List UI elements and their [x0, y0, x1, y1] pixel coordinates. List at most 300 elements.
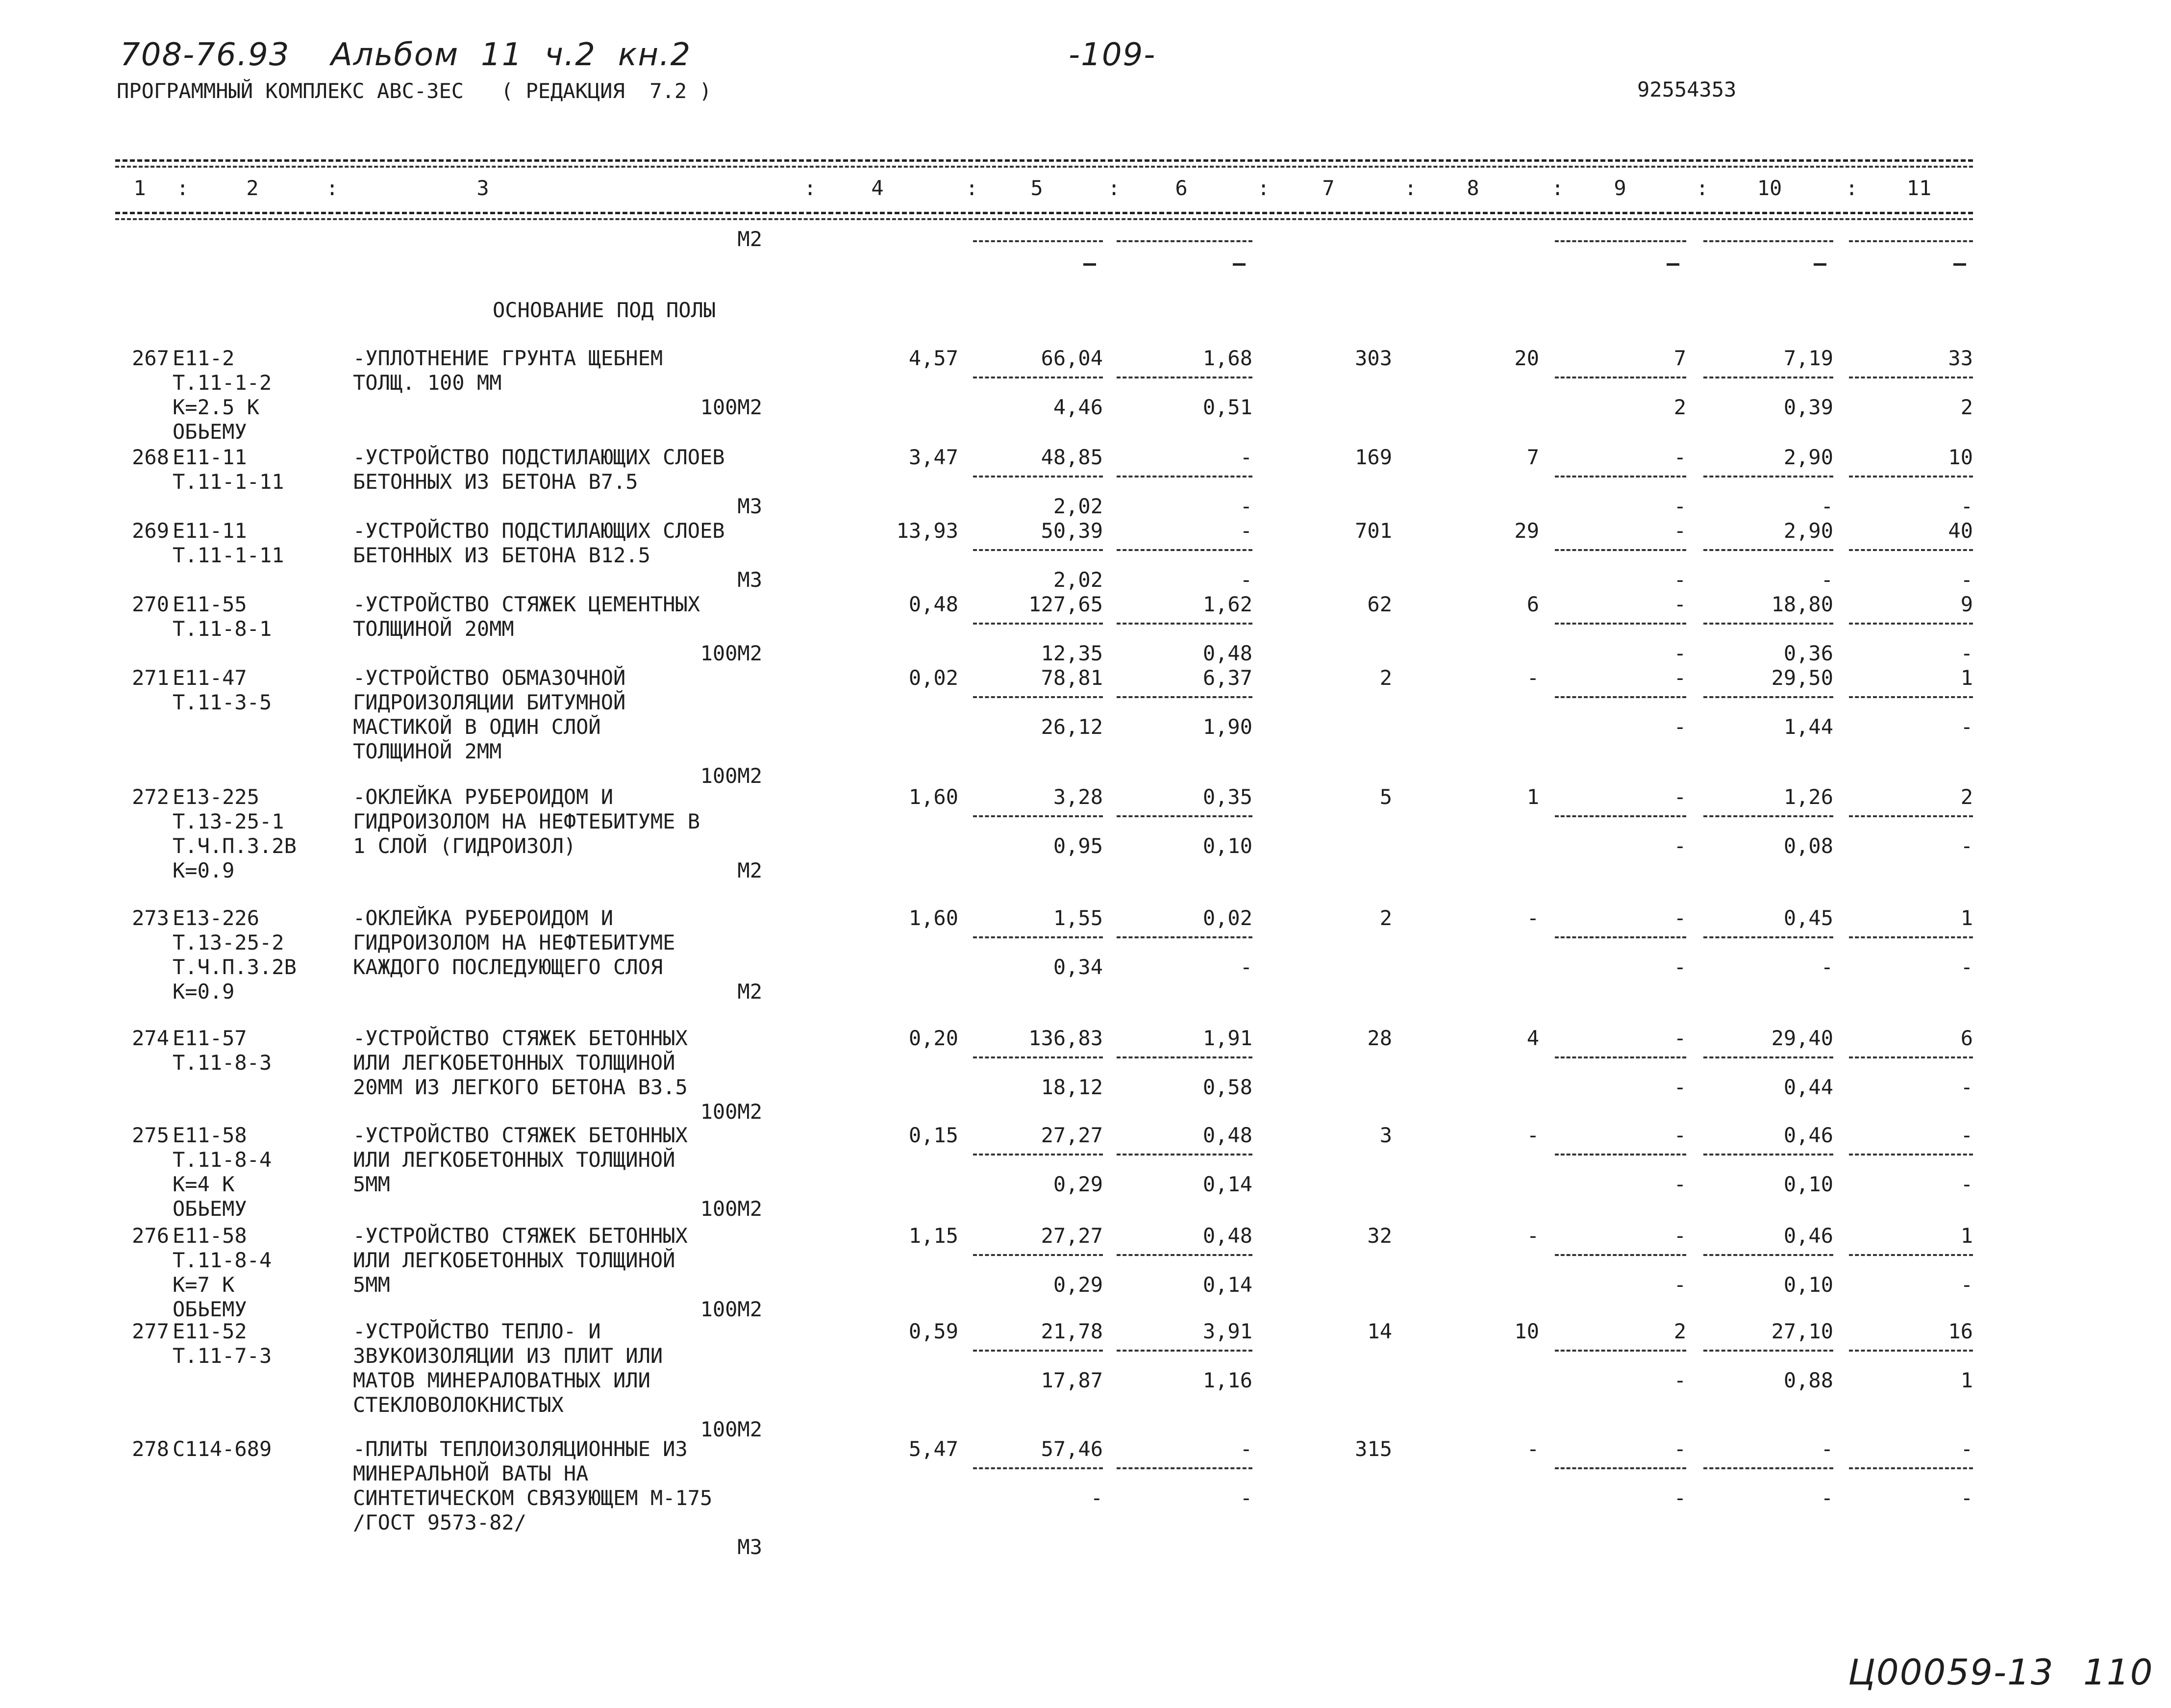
subtotal-rule [1703, 696, 1833, 698]
c5-sub-value: 2,02 [1053, 568, 1103, 592]
c5-value: 27,27 [1041, 1224, 1103, 1248]
norm-code: Е11-11 [173, 445, 247, 469]
work-description: КАЖДОГО ПОСЛЕДУЮЩЕГО СЛОЯ [353, 955, 663, 979]
c9-sub-value: - [1673, 568, 1686, 592]
norm-code: Т.11-1-2 [173, 371, 272, 395]
subtotal-rule [1849, 1056, 1973, 1058]
subtotal-rule [1117, 936, 1252, 938]
c9-value: - [1673, 1437, 1686, 1461]
c6-value: 1,68 [1202, 346, 1252, 370]
c9-sub-value: - [1673, 494, 1686, 518]
wages-total-value: 20 [1514, 346, 1539, 370]
subtotal-rule [1117, 476, 1252, 477]
row-number: 273 [132, 906, 169, 930]
quantity-value: 0,48 [908, 592, 958, 616]
measure-unit: М2 [737, 858, 762, 882]
quantity-value: 4,57 [908, 346, 958, 370]
c11-sub-value: - [1960, 1075, 1973, 1099]
norm-code: К=0.9 [173, 858, 235, 882]
c11-sub-value: - [1960, 641, 1973, 665]
c6-sub-value: 0,51 [1202, 395, 1252, 419]
norm-code: Т.11-8-4 [173, 1248, 272, 1272]
norm-code: ОБЬЕМУ [173, 1297, 247, 1321]
subtotal-rule [1849, 1254, 1973, 1256]
c11-value: 2 [1960, 785, 1973, 809]
c10-sub-value: - [1821, 955, 1833, 979]
c10-value: 2,90 [1783, 445, 1833, 469]
subtotal-rule [1849, 936, 1973, 938]
subtotal-rule [1703, 936, 1833, 938]
subtotal-rule [1555, 1154, 1686, 1155]
subtotal-rule [1555, 1350, 1686, 1352]
measure-unit: М2 [737, 980, 762, 1004]
c11-value: 6 [1960, 1026, 1973, 1050]
work-description: БЕТОННЫХ ИЗ БЕТОНА В7.5 [353, 470, 638, 494]
handwritten-page-number: -109- [1069, 37, 1156, 73]
c6-sub-value: - [1240, 494, 1252, 518]
c6-sub-value: 0,48 [1202, 641, 1252, 665]
c9-value: - [1673, 666, 1686, 690]
column-header-6: 6 [1175, 176, 1188, 200]
c9-value: - [1673, 445, 1686, 469]
c5-sub-value: 4,46 [1053, 395, 1103, 419]
c5-value: 66,04 [1041, 346, 1103, 370]
wages-total-value: - [1526, 1437, 1539, 1461]
c10-value: 2,90 [1783, 519, 1833, 543]
total-cost-value: 3 [1379, 1123, 1392, 1147]
c11-value: 33 [1948, 346, 1973, 370]
subtotal-rule [973, 1467, 1103, 1469]
c6-value: - [1240, 519, 1252, 543]
c9-value: - [1673, 519, 1686, 543]
column-separator: : [1846, 176, 1858, 200]
column-separator: : [326, 176, 339, 200]
column-header-8: 8 [1467, 176, 1479, 200]
c5-value: 1,55 [1053, 906, 1103, 930]
subtotal-rule [1555, 549, 1686, 551]
work-description: -УСТРОЙСТВО ПОДСТИЛАЮЩИХ СЛОЕВ [353, 445, 725, 469]
row-number: 278 [132, 1437, 169, 1461]
c9-sub-value: - [1673, 641, 1686, 665]
c10-value: 7,19 [1783, 346, 1833, 370]
c6-value: 0,48 [1202, 1224, 1252, 1248]
total-cost-value: 2 [1379, 906, 1392, 930]
column-separator: : [1696, 176, 1709, 200]
c9-sub-value: - [1673, 1273, 1686, 1297]
subtotal-rule [973, 476, 1103, 477]
c10-value: 27,10 [1771, 1319, 1833, 1343]
work-description: -ОКЛЕЙКА РУБЕРОИДОМ И [353, 906, 614, 930]
c5-sub-value: 0,95 [1053, 834, 1103, 858]
total-cost-value: 62 [1367, 592, 1392, 616]
work-description: МИНЕРАЛЬНОЙ ВАТЫ НА [353, 1461, 589, 1485]
quantity-value: 1,60 [908, 906, 958, 930]
c5-value: 27,27 [1041, 1123, 1103, 1147]
wages-total-value: 6 [1526, 592, 1539, 616]
norm-code: Т.11-8-3 [173, 1051, 272, 1075]
wages-total-value: - [1526, 906, 1539, 930]
row-number: 267 [132, 346, 169, 370]
subtotal-rule [1849, 1350, 1973, 1352]
c10-value: 18,80 [1771, 592, 1833, 616]
row-number: 269 [132, 519, 169, 543]
row-number: 271 [132, 666, 169, 690]
norm-code: Т.Ч.П.3.2В [173, 955, 297, 979]
work-description: -УПЛОТНЕНИЕ ГРУНТА ЩЕБНЕМ [353, 346, 663, 370]
subtotal-rule [1117, 1154, 1252, 1155]
column-header-10: 10 [1757, 176, 1782, 200]
c9-value: - [1673, 785, 1686, 809]
column-header-1: 1 [133, 176, 146, 200]
wages-total-value: 1 [1526, 785, 1539, 809]
c6-value: 0,48 [1202, 1123, 1252, 1147]
work-description: -УСТРОЙСТВО СТЯЖЕК ЦЕМЕНТНЫХ [353, 592, 700, 616]
subtotal-rule [1703, 476, 1833, 477]
subtotal-rule [1849, 623, 1973, 625]
dash-mark [1667, 263, 1679, 266]
c6-sub-value: - [1240, 955, 1252, 979]
table-top-rule [115, 159, 1973, 162]
c6-sub-value: 0,58 [1202, 1075, 1252, 1099]
c10-value: - [1821, 1437, 1833, 1461]
subtotal-rule [1703, 549, 1833, 551]
norm-code: Т.Ч.П.3.2В [173, 834, 297, 858]
norm-code: Е11-58 [173, 1224, 247, 1248]
total-cost-value: 32 [1367, 1224, 1392, 1248]
c11-value: 40 [1948, 519, 1973, 543]
column-header-7: 7 [1322, 176, 1335, 200]
measure-unit: М3 [737, 1535, 762, 1559]
norm-code: Т.11-1-11 [173, 543, 284, 567]
c11-sub-value: - [1960, 715, 1973, 739]
quantity-value: 1,15 [908, 1224, 958, 1248]
work-description: -УСТРОЙСТВО СТЯЖЕК БЕТОННЫХ [353, 1026, 688, 1050]
subtotal-rule [1703, 1254, 1833, 1256]
column-separator: : [1404, 176, 1417, 200]
c11-sub-value: - [1960, 1486, 1973, 1510]
column-separator: : [966, 176, 978, 200]
subtotal-rule [1555, 377, 1686, 378]
total-cost-value: 315 [1355, 1437, 1392, 1461]
total-cost-value: 28 [1367, 1026, 1392, 1050]
c5-sub-value: - [1090, 1486, 1103, 1510]
c11-value: - [1960, 1123, 1973, 1147]
row-number: 272 [132, 785, 169, 809]
row-number: 274 [132, 1026, 169, 1050]
column-separator: : [804, 176, 817, 200]
work-description: ГИДРОИЗОЛЯЦИИ БИТУМНОЙ [353, 690, 626, 714]
c5-value: 3,28 [1053, 785, 1103, 809]
work-description: 1 СЛОЙ (ГИДРОИЗОЛ) [353, 834, 576, 858]
c6-sub-value: - [1240, 568, 1252, 592]
wages-total-value: - [1526, 1224, 1539, 1248]
c6-sub-value: 1,90 [1202, 715, 1252, 739]
c11-sub-value: - [1960, 955, 1973, 979]
wages-total-value: - [1526, 1123, 1539, 1147]
c6-value: 0,35 [1202, 785, 1252, 809]
c5-value: 78,81 [1041, 666, 1103, 690]
subtotal-rule [973, 696, 1103, 698]
work-description: ИЛИ ЛЕГКОБЕТОННЫХ ТОЛЩИНОЙ [353, 1051, 675, 1075]
c11-sub-value: - [1960, 494, 1973, 518]
subtotal-rule [1849, 696, 1973, 698]
norm-code: Е11-11 [173, 519, 247, 543]
norm-code: ОБЬЕМУ [173, 420, 247, 444]
measure-unit: 100М2 [700, 1417, 762, 1441]
subtotal-rule [973, 936, 1103, 938]
c9-sub-value: - [1673, 715, 1686, 739]
work-description: -ОКЛЕЙКА РУБЕРОИДОМ И [353, 785, 614, 809]
subtotal-rule [1703, 1467, 1833, 1469]
work-description: /ГОСТ 9573-82/ [353, 1510, 527, 1534]
subtotal-rule [973, 240, 1103, 242]
work-description: ИЛИ ЛЕГКОБЕТОННЫХ ТОЛЩИНОЙ [353, 1148, 675, 1172]
column-header-11: 11 [1906, 176, 1932, 200]
subtotal-rule [973, 1350, 1103, 1352]
subtotal-rule [973, 1254, 1103, 1256]
norm-code: Е11-2 [173, 346, 235, 370]
c11-sub-value: - [1960, 834, 1973, 858]
subtotal-rule [1117, 815, 1252, 817]
subtotal-rule [1703, 1350, 1833, 1352]
c10-sub-value: 0,10 [1783, 1273, 1833, 1297]
work-description: МАСТИКОЙ В ОДИН СЛОЙ [353, 715, 601, 739]
work-description: -УСТРОЙСТВО ПОДСТИЛАЮЩИХ СЛОЕВ [353, 519, 725, 543]
wages-total-value: 7 [1526, 445, 1539, 469]
c6-value: 1,62 [1202, 592, 1252, 616]
subtotal-rule [1117, 1254, 1252, 1256]
handwritten-album: Альбом 11 ч.2 кн.2 [331, 37, 692, 73]
work-description: МАТОВ МИНЕРАЛОВАТНЫХ ИЛИ [353, 1368, 650, 1392]
c9-sub-value: 2 [1673, 395, 1686, 419]
total-cost-value: 169 [1355, 445, 1392, 469]
subtotal-rule [1849, 1154, 1973, 1155]
c6-value: 6,37 [1202, 666, 1252, 690]
dash-mark [1953, 263, 1966, 266]
work-description: 5ММ [353, 1273, 390, 1297]
subtotal-rule [1703, 240, 1833, 242]
subtotal-rule [1849, 240, 1973, 242]
c6-sub-value: 1,16 [1202, 1368, 1252, 1392]
c9-value: - [1673, 1224, 1686, 1248]
column-header-3: 3 [476, 176, 489, 200]
subtotal-rule [1555, 476, 1686, 477]
measure-unit: 100М2 [700, 1100, 762, 1124]
subtotal-rule [1849, 476, 1973, 477]
work-description: БЕТОННЫХ ИЗ БЕТОНА В12.5 [353, 543, 650, 567]
c10-value: 0,46 [1783, 1123, 1833, 1147]
c9-value: 2 [1673, 1319, 1686, 1343]
measure-unit: 100М2 [700, 641, 762, 665]
work-description: ГИДРОИЗОЛОМ НА НЕФТЕБИТУМЕ В [353, 809, 700, 833]
subtotal-rule [1703, 815, 1833, 817]
subtotal-rule [973, 623, 1103, 625]
subtotal-rule [973, 1154, 1103, 1155]
c5-value: 21,78 [1041, 1319, 1103, 1343]
subtotal-rule [1117, 696, 1252, 698]
c11-value: 1 [1960, 666, 1973, 690]
c10-sub-value: 0,08 [1783, 834, 1833, 858]
subtotal-rule [1555, 936, 1686, 938]
program-caption: ПРОГРАММНЫЙ КОМПЛЕКС АВС-ЗЕС ( РЕДАКЦИЯ 7.2 ) [117, 79, 712, 103]
c9-sub-value: - [1673, 1075, 1686, 1099]
c9-value: - [1673, 906, 1686, 930]
norm-code: С114-689 [173, 1437, 272, 1461]
norm-code: Т.13-25-2 [173, 930, 284, 954]
c6-sub-value: 0,14 [1202, 1172, 1252, 1196]
subtotal-rule [1703, 1154, 1833, 1155]
norm-code: К=0.9 [173, 980, 235, 1004]
total-cost-value: 2 [1379, 666, 1392, 690]
norm-code: Т.11-3-5 [173, 690, 272, 714]
norm-code: К=4 К [173, 1172, 235, 1196]
norm-code: К=7 К [173, 1273, 235, 1297]
c9-value: - [1673, 1123, 1686, 1147]
c5-sub-value: 17,87 [1041, 1368, 1103, 1392]
row-number: 268 [132, 445, 169, 469]
subtotal-rule [1117, 240, 1252, 242]
column-separator: : [1551, 176, 1564, 200]
quantity-value: 5,47 [908, 1437, 958, 1461]
subtotal-rule [1555, 1467, 1686, 1469]
work-description: -ПЛИТЫ ТЕПЛОИЗОЛЯЦИОННЫЕ ИЗ [353, 1437, 688, 1461]
c5-value: 127,65 [1028, 592, 1103, 616]
c10-value: 0,45 [1783, 906, 1833, 930]
work-description: -УСТРОЙСТВО СТЯЖЕК БЕТОННЫХ [353, 1224, 688, 1248]
column-separator: : [176, 176, 189, 200]
subtotal-rule [1555, 623, 1686, 625]
work-description: 5ММ [353, 1172, 390, 1196]
row-number: 275 [132, 1123, 169, 1147]
subtotal-rule [973, 815, 1103, 817]
c11-sub-value: - [1960, 568, 1973, 592]
subtotal-rule [1117, 1467, 1252, 1469]
norm-code: Т.11-8-1 [173, 617, 272, 641]
measure-unit: М3 [737, 494, 762, 518]
work-description: ИЛИ ЛЕГКОБЕТОННЫХ ТОЛЩИНОЙ [353, 1248, 675, 1272]
subtotal-rule [1117, 549, 1252, 551]
row-number: 270 [132, 592, 169, 616]
norm-code: Е11-55 [173, 592, 247, 616]
subtotal-rule [1555, 1254, 1686, 1256]
quantity-value: 0,15 [908, 1123, 958, 1147]
row-number: 276 [132, 1224, 169, 1248]
work-description: СТЕКЛОВОЛОКНИСТЫХ [353, 1393, 564, 1417]
subtotal-rule [973, 549, 1103, 551]
c9-value: - [1673, 592, 1686, 616]
c5-sub-value: 0,29 [1053, 1172, 1103, 1196]
c11-value: 16 [1948, 1319, 1973, 1343]
norm-code: Е11-58 [173, 1123, 247, 1147]
measure-unit: 100М2 [700, 764, 762, 788]
norm-code: К=2.5 К [173, 395, 260, 419]
table-header-rule [115, 212, 1973, 214]
subtotal-rule [1703, 1056, 1833, 1058]
quantity-value: 0,02 [908, 666, 958, 690]
c6-value: 1,91 [1202, 1026, 1252, 1050]
c5-value: 48,85 [1041, 445, 1103, 469]
work-description: ГИДРОИЗОЛОМ НА НЕФТЕБИТУМЕ [353, 930, 675, 954]
column-header-5: 5 [1030, 176, 1043, 200]
subtotal-rule [973, 377, 1103, 378]
c11-value: 1 [1960, 1224, 1973, 1248]
work-description: -УСТРОЙСТВО ТЕПЛО- И [353, 1319, 601, 1343]
wages-total-value: 29 [1514, 519, 1539, 543]
norm-code: Е11-57 [173, 1026, 247, 1050]
c11-value: - [1960, 1437, 1973, 1461]
c5-sub-value: 12,35 [1041, 641, 1103, 665]
subtotal-rule [1555, 1056, 1686, 1058]
subtotal-rule [1703, 623, 1833, 625]
c10-value: 1,26 [1783, 785, 1833, 809]
c11-sub-value: - [1960, 1172, 1973, 1196]
c10-value: 0,46 [1783, 1224, 1833, 1248]
c5-sub-value: 0,29 [1053, 1273, 1103, 1297]
c5-sub-value: 2,02 [1053, 494, 1103, 518]
wages-total-value: - [1526, 666, 1539, 690]
c6-sub-value: - [1240, 1486, 1252, 1510]
subtotal-rule [973, 1056, 1103, 1058]
work-description: ТОЛЩИНОЙ 2ММ [353, 739, 502, 763]
column-separator: : [1108, 176, 1121, 200]
work-description: ЗВУКОИЗОЛЯЦИИ ИЗ ПЛИТ ИЛИ [353, 1344, 663, 1368]
c9-sub-value: - [1673, 1368, 1686, 1392]
subtotal-rule [1117, 1350, 1252, 1352]
c5-sub-value: 0,34 [1053, 955, 1103, 979]
c9-sub-value: - [1673, 834, 1686, 858]
c10-sub-value: - [1821, 568, 1833, 592]
c11-value: 1 [1960, 906, 1973, 930]
c11-value: 9 [1960, 592, 1973, 616]
dash-mark [1083, 263, 1096, 266]
work-description: -УСТРОЙСТВО ОБМАЗОЧНОЙ [353, 666, 626, 690]
norm-code: Е11-52 [173, 1319, 247, 1343]
c10-sub-value: 1,44 [1783, 715, 1833, 739]
c9-value: - [1673, 1026, 1686, 1050]
wages-total-value: 10 [1514, 1319, 1539, 1343]
total-cost-value: 14 [1367, 1319, 1392, 1343]
table-header-rule-2 [115, 218, 1973, 220]
handwritten-doc-code: 708-76.93 [120, 37, 290, 73]
subtotal-rule [1555, 696, 1686, 698]
column-header-4: 4 [871, 176, 884, 200]
c11-value: 10 [1948, 445, 1973, 469]
c11-sub-value: - [1960, 1273, 1973, 1297]
table-top-rule-2 [115, 166, 1973, 168]
subtotal-rule [1117, 623, 1252, 625]
column-header-2: 2 [246, 176, 259, 200]
quantity-value: 0,20 [908, 1026, 958, 1050]
dash-mark [1233, 263, 1246, 266]
dash-mark [1814, 263, 1826, 266]
row-number: 277 [132, 1319, 169, 1343]
norm-code: Т.13-25-1 [173, 809, 284, 833]
total-cost-value: 701 [1355, 519, 1392, 543]
c5-value: 57,46 [1041, 1437, 1103, 1461]
section-title: ОСНОВАНИЕ ПОД ПОЛЫ [493, 298, 716, 322]
c9-value: 7 [1673, 346, 1686, 370]
norm-code: Е13-225 [173, 785, 260, 809]
c10-sub-value: - [1821, 1486, 1833, 1510]
total-cost-value: 303 [1355, 346, 1392, 370]
subtotal-rule [1555, 240, 1686, 242]
subtotal-rule [1117, 377, 1252, 378]
measure-unit: М3 [737, 568, 762, 592]
c10-sub-value: - [1821, 494, 1833, 518]
document-number: 92554353 [1637, 77, 1737, 101]
measure-unit: 100М2 [700, 1297, 762, 1321]
c10-sub-value: 0,36 [1783, 641, 1833, 665]
